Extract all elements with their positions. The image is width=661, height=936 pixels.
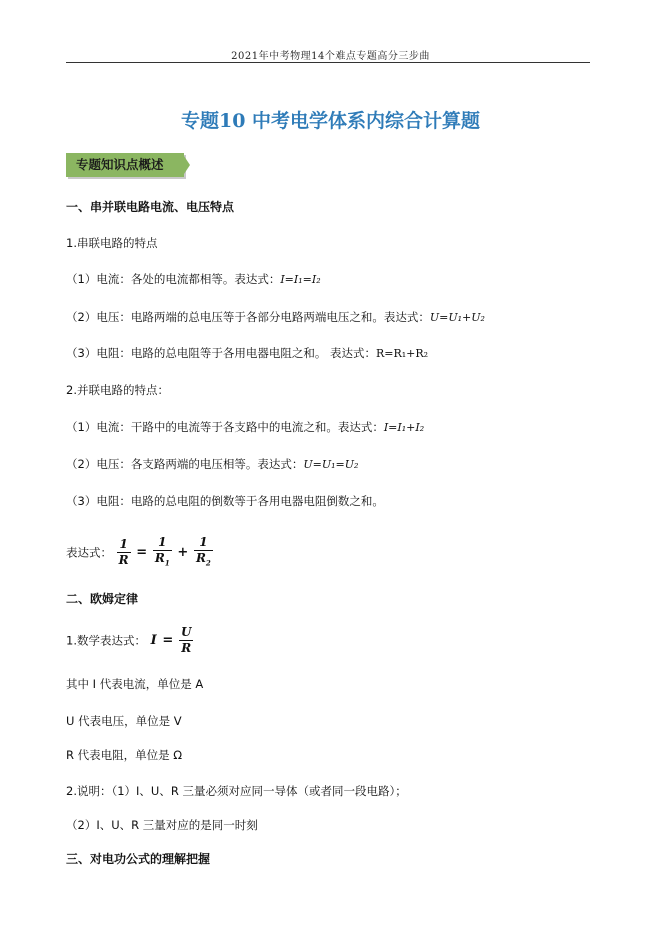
- parallel-current-formula: I=I₁+I₂: [383, 421, 425, 434]
- parallel-voltage-formula: U=U₁=U₂: [303, 458, 359, 471]
- equals-sign: =: [136, 545, 148, 561]
- fraction-total: [117, 537, 131, 568]
- plus-sign: +: [177, 545, 189, 561]
- parallel-voltage: [66, 456, 358, 472]
- voltage-definition: U 代表电压，单位是 V: [66, 714, 182, 728]
- parallel-voltage-text: （2）电压：各支路两端的电压相等。表达式：: [66, 457, 304, 471]
- parallel-resistance: （3）电阻：电路的总电阻的倒数等于各用电器电阻倒数之和。: [66, 494, 384, 508]
- fraction-total-den: R: [118, 553, 129, 568]
- fraction-r1: [153, 535, 172, 570]
- section-tag: 专题知识点概述: [66, 153, 184, 177]
- series-title: 1.串联电路的特点: [66, 236, 158, 250]
- resistance-definition: R 代表电阻，单位是 Ω: [66, 748, 183, 762]
- parallel-current-text: （1）电流：干路中的电流等于各支路中的电流之和。表达式：: [66, 420, 384, 434]
- series-current-formula: I=I₁=I₂: [280, 273, 321, 286]
- fraction-r2-den-letter: R: [195, 551, 206, 565]
- note-1: 2.说明：（1）I、U、R 三量必须对应同一导体（或者同一段电路）；: [66, 784, 407, 798]
- series-resistance-formula: R=R₁+R₂: [375, 347, 429, 360]
- parallel-expression: [66, 535, 214, 570]
- fraction-r1-den-letter: R: [154, 551, 165, 565]
- heading-ohms-law: 二、欧姆定律: [66, 592, 139, 606]
- series-current: [66, 271, 321, 287]
- series-current-text: （1）电流：各处的电流都相等。表达式：: [66, 272, 281, 286]
- parallel-current: [66, 419, 424, 435]
- ohm-formula: [66, 625, 194, 656]
- ohm-numerator: U: [180, 625, 192, 639]
- fraction-r2-den: $R_2$: [195, 551, 211, 568]
- series-resistance-text: （3）电阻：电路的总电阻等于各用电器电阻之和。 表达式：: [66, 346, 376, 360]
- current-definition: 其中 I 代表电流，单位是 A: [66, 677, 204, 691]
- fraction-r1-den: $R_1$: [154, 551, 170, 568]
- series-voltage: [66, 309, 485, 325]
- page-title: 专题10 中考电学体系内综合计算题: [180, 110, 481, 132]
- fraction-r2: [194, 535, 213, 570]
- fraction-r2-num: 1: [194, 535, 213, 551]
- series-voltage-formula: U=U₁+U₂: [429, 311, 485, 324]
- page-header: 2021年中考物理14个难点专题高分三步曲: [231, 51, 430, 62]
- heading-electric-work: 三、对电功公式的理解把握: [66, 852, 211, 866]
- ohm-formula-label: 1.数学表达式：: [66, 633, 146, 648]
- fraction-r1-num: 1: [153, 535, 172, 551]
- section-tag-edge: [182, 153, 190, 177]
- heading-series-parallel: 一、串并联电路电流、电压特点: [66, 200, 235, 214]
- fraction-total-num: 1: [117, 537, 131, 553]
- ohm-fraction: [179, 625, 193, 656]
- note-2: （2）I、U、R 三量对应的是同一时刻: [66, 818, 258, 832]
- ohm-equals: =: [162, 633, 174, 648]
- ohm-denominator: R: [181, 641, 192, 655]
- expression-label: 表达式：: [66, 545, 112, 560]
- ohm-lhs: I: [150, 633, 157, 648]
- parallel-title: 2.并联电路的特点：: [66, 383, 169, 397]
- series-resistance: [66, 345, 428, 361]
- header-rule: [66, 62, 590, 63]
- series-voltage-text: （2）电压：电路两端的总电压等于各部分电路两端电压之和。表达式：: [66, 310, 430, 324]
